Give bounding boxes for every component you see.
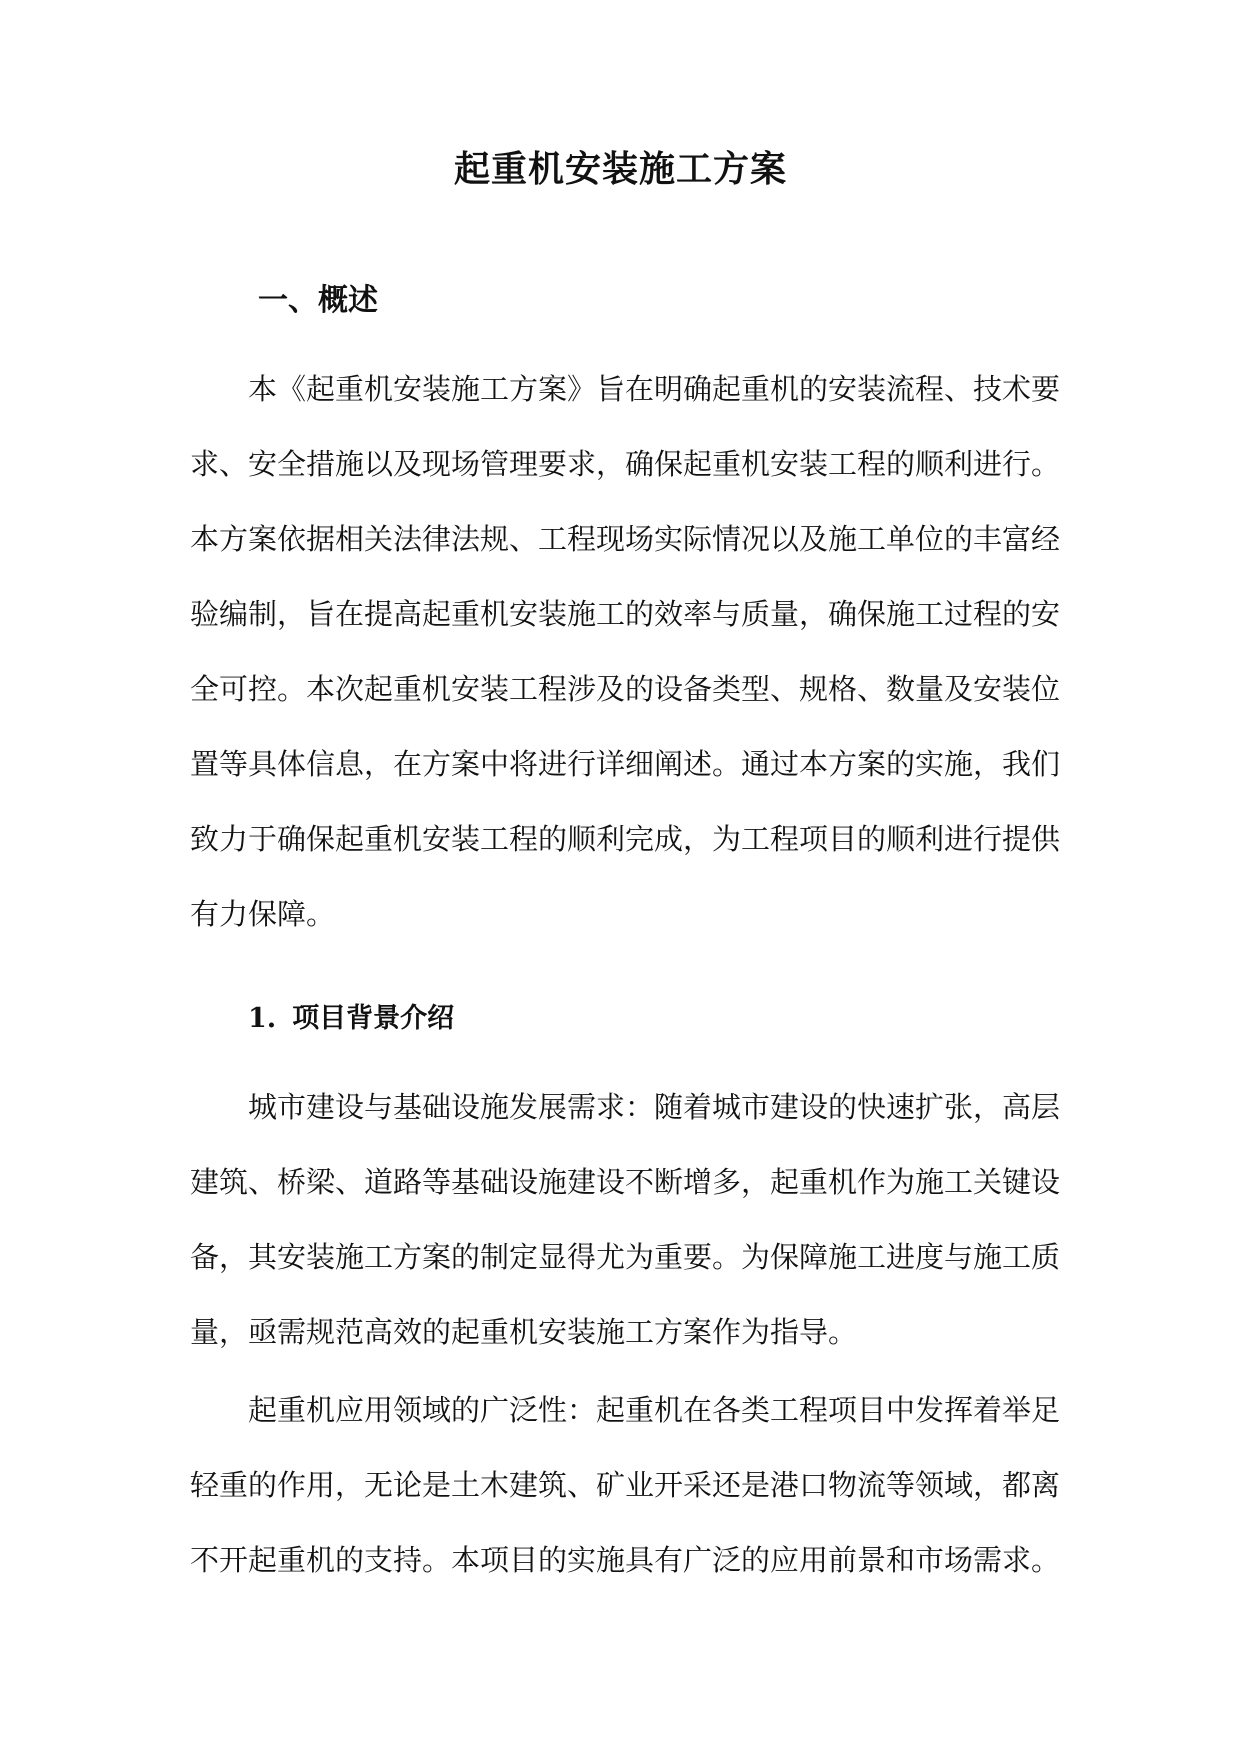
background-paragraph-applications bbox=[190, 1373, 1070, 1598]
paragraph-line: 轻重的作用，无论是土木建筑、矿业开采还是港口物流等领域，都离 bbox=[190, 1468, 1061, 1502]
background-paragraph-urban bbox=[190, 1070, 1070, 1370]
paragraph-line: 全可控。本次起重机安装工程涉及的设备类型、规格、数量及安装位 bbox=[190, 672, 1061, 706]
paragraph-line: 本方案依据相关法律法规、工程现场实际情况以及施工单位的丰富经 bbox=[190, 522, 1061, 556]
paragraph-line: 不开起重机的支持。本项目的实施具有广泛的应用前景和市场需求。 bbox=[190, 1543, 1061, 1577]
subsection-title: 项目背景介绍 bbox=[292, 1003, 455, 1034]
document-title: 起重机安装施工方案 bbox=[453, 148, 787, 190]
paragraph-line: 量，亟需规范高效的起重机安装施工方案作为指导。 bbox=[190, 1315, 858, 1349]
paragraph-line: 起重机应用领域的广泛性：起重机在各类工程项目中发挥着举足 bbox=[248, 1393, 1061, 1427]
overview-paragraph bbox=[190, 352, 1070, 952]
paragraph-line: 验编制，旨在提高起重机安装施工的效率与质量，确保施工过程的安 bbox=[190, 597, 1061, 631]
section-heading-overview: 一、概述 bbox=[258, 283, 378, 318]
paragraph-line: 求、安全措施以及现场管理要求，确保起重机安装工程的顺利进行。 bbox=[190, 447, 1061, 481]
subsection-number: 1. bbox=[248, 1003, 277, 1034]
paragraph-line: 致力于确保起重机安装工程的顺利完成，为工程项目的顺利进行提供 bbox=[190, 822, 1061, 856]
paragraph-line: 置等具体信息，在方案中将进行详细阐述。通过本方案的实施，我们 bbox=[190, 747, 1061, 781]
paragraph-line: 建筑、桥梁、道路等基础设施建设不断增多，起重机作为施工关键设 bbox=[190, 1165, 1061, 1199]
paragraph-line: 本《起重机安装施工方案》旨在明确起重机的安装流程、技术要 bbox=[248, 372, 1061, 406]
paragraph-line: 备，其安装施工方案的制定显得尤为重要。为保障施工进度与施工质 bbox=[190, 1240, 1061, 1274]
subsection-heading-project-background bbox=[248, 1003, 454, 1035]
paragraph-line: 有力保障。 bbox=[190, 897, 336, 931]
paragraph-line: 城市建设与基础设施发展需求：随着城市建设的快速扩张，高层 bbox=[248, 1090, 1061, 1124]
